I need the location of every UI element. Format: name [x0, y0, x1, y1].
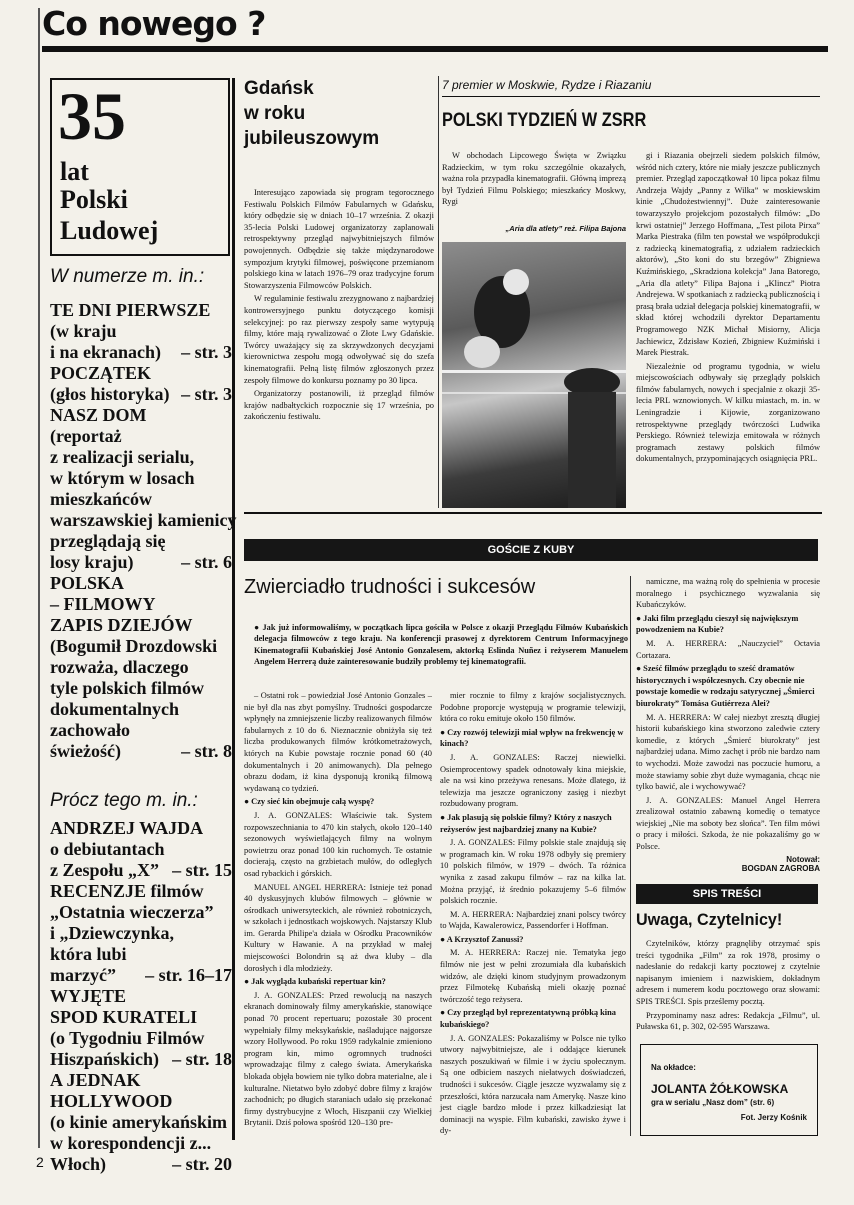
toc-line: [50, 678, 232, 699]
kuba-column-1: [244, 690, 432, 1131]
interview-answer: J. A. GONZALES: Filmy polskie stale znajdują się w programach kin. W roku 1978 odbyły się premiery 10 polskich filmów, w 1979 – dwóch. Ta różnica wynika z zasad zakupu filmów – raz na kilka lat. Można przyjąć, iż średnio pokazujemy 5–6 filmów polskich rocznie.: [440, 838, 626, 906]
toc-line-text: – FILMOWY: [50, 594, 156, 614]
interview-answer: M. A. HERRERA: Raczej nie. Tematyka jego filmów nie jest w pełni zrozumiała dla kubańskich widzów, ale dzięki kinom studyjnym prowadzonym przez Filmotekę Kubańską mieli okazję poznać twórczość tego reżysera.: [440, 948, 626, 1004]
interview-answer: – Ostatni rok – powiedział José Antonio Gonzales – nie był dla nas zbyt pomyślny. Trudności gospodarcze wpłynęły na zmniejszenie liczby realizowanych filmów fabularnych z 10 do 6. Nieznacznie obniżyła się też liczba produkowanych filmów krótkometrażowych, których na Kubie powstaje rocznie ponad 60 (40 dokumentalnych i 20 animowanych). Dla pełnego obrazu dodam, iż kina dysponują kroniką filmową wydawaną co tydzień.: [244, 691, 432, 793]
zsrr-kicker: 7 premier w Moskwie, Rydze i Riazaniu: [442, 78, 652, 92]
spis-body: [636, 938, 820, 1035]
toc-line-text: rozważa, dlaczego: [50, 657, 189, 677]
toc-line-text: (w kraju: [50, 321, 117, 341]
toc-heading-2: Prócz tego m. in.:: [50, 790, 198, 811]
toc-line: [50, 1007, 232, 1028]
toc-line-text: z Zespołu „X”: [50, 860, 160, 880]
toc-line-text: WYJĘTE: [50, 986, 127, 1006]
toc-line: [50, 531, 232, 552]
toc-line-text: tyle polskich filmów: [50, 678, 205, 698]
zsrr-kicker-rule: [442, 96, 820, 97]
cover-box: [640, 1044, 818, 1136]
toc-line-text: o debiutantach: [50, 839, 165, 859]
kuba-title: Zwierciadło trudności i sukcesów: [244, 576, 536, 598]
kuba-lead: ● Jak już informowaliśmy, w początkach lipca gościła w Polsce z okazji Przeglądu Filmów Kubańskich delegacja filmowców z tego kraju. Na konferencji prasowej z dyrektorem Centrum Informacyjnego Kinematografii Kubańskiej José Antonio Gonzalesem, aktorką Eslinda Nuñez i reżyserem Manuelem Angelem Herrerą duże zainteresowanie budziły problemy tej kinematografii.: [254, 622, 628, 667]
kuba-column-3: [636, 576, 820, 853]
toc-line: [50, 657, 232, 678]
toc-line-text: POCZĄTEK: [50, 363, 152, 383]
cover-role: gra w serialu „Nasz dom” (str. 6): [651, 1098, 775, 1107]
gdansk-paragraph: Organizatorzy postanowili, iż przegląd filmów krajów nadbałtyckich rozpocznie się 17 września, po zakończeniu festiwalu.: [244, 389, 434, 422]
interview-answer: M. A. HERRERA: Najbardziej znani polscy twórcy to Wajda, Kawalerowicz, Passendorfer i Hoffman.: [440, 909, 626, 931]
cover-photo-credit: Fot. Jerzy Kośnik: [740, 1113, 807, 1122]
interview-answer: J. A. GONZALES: Właściwie tak. System rozpowszechniania to 470 kin stałych, około 120–140 sezonowych wyświetlających filmy na wolnym powietrzu oraz ponad 100 kin ruchomych. Te ostatnie docierają, często na grzbietach mułów, do odległych osad rybackich i górskich.: [244, 810, 432, 878]
toc-line-text: POLSKA: [50, 573, 125, 593]
anniversary-line2: Polski: [60, 185, 128, 214]
toc-page-ref: – str. 16–17: [145, 965, 232, 985]
gdansk-paragraph: Interesująco zapowiada się program tegorocznego Festiwalu Polskich Filmów Fabularnych w Gdańsku, który odbędzie się w dniach 10–17 września. Z okazji 35-lecia Polski Ludowej organizatorzy zaplanowali retrospektywny przegląd najwybitniejszych filmów powojennych. Odbędzie się także międzynarodowe sympozjum krytyki filmowej, poświęcone przemianom polskiego kina w latach 1976–79 oraz tradycyjne forum Stowarzyszenia Filmowców Polskich.: [244, 188, 434, 290]
toc-line: [50, 1112, 232, 1133]
zsrr-film-still-photo: [442, 242, 626, 508]
toc-line-text: RECENZJE filmów: [50, 881, 204, 901]
toc-line-text: w którym w losach: [50, 468, 195, 488]
toc-line: [50, 321, 232, 342]
toc-line: [50, 881, 232, 902]
gdansk-title-2: w roku: [244, 103, 306, 124]
interview-question: ● Czy rozwój telewizji miał wpływ na frekwencję w kinach?: [440, 727, 626, 750]
toc-line: [50, 594, 232, 615]
toc-line: [50, 720, 232, 741]
interview-question: ● Sześć filmów przeglądu to sześć dramatów historycznych i współczesnych. Czy obecnie nie powstaje komedie w rodzaju satyrycznej „Śmierci biurokraty” Tomása Gutiérreza Alei?: [636, 663, 820, 709]
toc-page-ref: – str. 3: [181, 384, 232, 404]
toc-line: [50, 489, 232, 510]
toc-line-text: przeglądają się: [50, 531, 166, 551]
toc-line-text: NASZ DOM: [50, 405, 147, 425]
zsrr-lead: W obchodach Lipcowego Święta w Związku Radzieckim, w tym roku szczególnie okazałych, ważna rola przypadła kinematografii. Główną imprezą był Tydzień Filmu Polskiego; mieszkańcy Moskwy, Rygi: [442, 151, 626, 207]
kuba-column-2: [440, 690, 626, 1139]
toc-line: [50, 839, 232, 860]
toc-line-text: która lubi: [50, 944, 127, 964]
page-number: 2: [36, 1154, 44, 1170]
masthead-rule: [42, 46, 828, 52]
interview-answer: M. A. HERRERA: „Nauczyciel” Octavia Cortazara.: [636, 638, 820, 660]
toc-line: [50, 1154, 232, 1175]
toc-line: [50, 510, 237, 531]
spis-header: SPIS TREŚCI: [636, 884, 818, 904]
interview-question: ● A Krzysztof Zanussi?: [440, 934, 626, 946]
toc-line: [50, 615, 232, 636]
toc-line-text: mieszkańców: [50, 489, 152, 509]
kuba-note-author: BOGDAN ZAGROBA: [741, 863, 820, 873]
interview-answer: mier rocznie to filmy z krajów socjalistycznych. Podobne proporcje występują w programie telewizji, która co roku emituje około 150 filmów.: [440, 691, 626, 724]
toc-line: [50, 818, 232, 839]
toc-list-1: [50, 300, 237, 762]
kuba-column-3-wrap: [636, 576, 820, 873]
toc-line-text: w korespondencji z...: [50, 1133, 212, 1153]
toc-line-text: dokumentalnych: [50, 699, 180, 719]
toc-line: [50, 1091, 232, 1112]
toc-line-text: warszawskiej kamienicy: [50, 510, 237, 530]
anniversary-line1: lat: [60, 157, 89, 186]
toc-line: [50, 902, 232, 923]
toc-line-text: ANDRZEJ WAJDA: [50, 818, 204, 838]
kuba-section-header: GOŚCIE Z KUBY: [244, 539, 818, 561]
toc-line: [50, 1028, 232, 1049]
toc-line: [50, 405, 232, 426]
kuba-note-label: Notował:: [786, 854, 820, 864]
toc-line-text: (głos historyka): [50, 384, 170, 404]
interview-answer: M. A. HERRERA: W całej niezbyt zresztą długiej historii kubańskiego kina stworzono zaledwie cztery komedie, z których „Śmierć biurokraty” jest najbardziej udana. Mimo zachęt i prób nie bardzo nam to wychodzi. Może zawodzi nas poczucie humoru, a może stawiamy sobie zbyt duże wymagania, chcąc nie tylko bawić, ale i wychowywać?: [636, 712, 820, 792]
zsrr-title: POLSKI TYDZIEŃ W ZSRR: [442, 110, 647, 131]
toc-line: [50, 986, 232, 1007]
gdansk-title-3: jubileuszowym: [244, 128, 380, 149]
toc-line-text: TE DNI PIERWSZE: [50, 300, 211, 320]
toc-line: [50, 923, 232, 944]
spis-paragraph: Czytelników, którzy pragnęliby otrzymać spis treści tygodnika „Film” za rok 1978, prosimy o nadesłanie do redakcji karty pocztowej z czytelnie napisanym imieniem i nazwiskiem, dokładnym adresem i numerem kodu pocztowego oraz słowami: SPIS TREŚCI. Spis prześlemy pocztą.: [636, 939, 820, 1006]
toc-line: [50, 426, 232, 447]
interview-answer: MANUEL ANGEL HERRERA: Istnieje też ponad 40 dyskusyjnych klubów filmowych – głównie w ośrodkach uniwersyteckich, ale również robotniczych, w szkołach i jednostkach wojskowych. Najstarszy Klub im. Gerarda Philipe'a działa w Ośrodku Pracowników Kultury w Hawanie. A na przykład w małej miejscowości Bolondrin są aż dwa kluby – dla dorosłych i dla młodzieży.: [244, 882, 432, 973]
kuba-col-rule: [630, 576, 631, 1136]
interview-question: ● Czy sieć kin obejmuje całą wyspę?: [244, 796, 432, 808]
toc-line-text: i „Dziewczynka,: [50, 923, 174, 943]
toc-line: [50, 552, 232, 573]
cover-label: Na okładce:: [651, 1063, 696, 1072]
toc-line-text: HOLLYWOOD: [50, 1091, 173, 1111]
toc-line-text: (o kinie amerykańskim: [50, 1112, 228, 1132]
toc-line: [50, 1049, 232, 1070]
gdansk-article: [244, 76, 434, 425]
toc-line-text: świeżość): [50, 741, 121, 761]
zsrr-paragraph: Niezależnie od programu tygodnia, w wielu miejscowościach odbywały się przeglądy polskich filmów fabularnych, nowych i specjalnie z okazji 35-lecia PRL wznowionych. W kilku miastach, m. in. w Leningradzie i Kijowie, zorganizowano retrospektywne przeglądy twórczości Ludwika Perskiego. Również telewizja emitowała w różnych programach zestawy polskich filmów dokumentalnych, przypominających osiągnięcia PRL.: [636, 361, 820, 464]
toc-list-2: [50, 818, 232, 1175]
toc-line-text: losy kraju): [50, 552, 134, 572]
toc-line: [50, 384, 232, 405]
interview-answer: J. A. GONZALES: Manuel Angel Herrera zrealizował ostatnio zabawną komedię o tematyce wiejskiej „Nie ma soboty bez słońca”. Ten film mówi o pracy i miłości. Szkoda, że nie pokazaliśmy go w Polsce.: [636, 795, 820, 852]
anniversary-line3: Ludowej: [60, 216, 159, 245]
toc-line-text: „Ostatnia wieczerza”: [50, 902, 214, 922]
interview-answer: J. A. GONZALES: Przed rewolucją na naszych ekranach dominowały filmy amerykańskie, stanowiące ponad 70 procent repertuaru; pozostałe 30 procent wypełniały filmy meksykańskie, naśladujące najgorsze wzory Hollywood. Po roku 1959 radykalnie zmieniono program kin, mimo ogromnych trudności wprowadzając filmy z całego świata. Amerykańska blokada objęła bowiem nie tylko dobra materialne, ale i kulturalne. Nietatwo było zdobyć dobre filmy z krajów zachodnich; po długich staraniach udało się przekonać firmy dystrybucyjne z Włoch, Hiszpanii czy Wielkiej Brytanii. Dziś połowa spośród 120–130 pre-: [244, 990, 432, 1128]
masthead-title: Co nowego ?: [42, 4, 266, 43]
toc-line-text: (reportaż: [50, 426, 122, 446]
toc-page-ref: – str. 15: [172, 860, 232, 880]
toc-line-text: zachowało: [50, 720, 130, 740]
interview-answer: J. A. GONZALES: Raczej niewielki. Osiemprocentowy spadek odnotowały kina miejskie, ale na wsi kino przeżywa renesans. Może dlatego, iż telewizja ma jeszcze ograniczony zasięg i niezbyt rozbudowany program.: [440, 752, 626, 809]
anniversary-box: [50, 78, 230, 256]
anniversary-number: 35: [58, 78, 126, 154]
gdansk-body: [244, 187, 434, 423]
toc-page-ref: – str. 8: [181, 741, 232, 761]
toc-line: [50, 741, 232, 762]
toc-line: [50, 965, 232, 986]
toc-line-text: Hiszpańskich): [50, 1049, 160, 1069]
zsrr-body: [636, 150, 820, 467]
spis-paragraph: Przypominamy nasz adres: Redakcja „Filmu”, ul. Puławska 61, p. 302, 02-595 Warszawa.: [636, 1010, 820, 1032]
toc-line: [50, 342, 232, 363]
zsrr-paragraph: gi i Riazania obejrzeli siedem polskich filmów, wśród nich cztery, które nie miały jeszcze publicznych premier. Przegląd zapoczątkował 10 lipca pokaz filmu Andrzeja Wajdy „Panny z Wilka” w moskiewskim kinie „Chudożestwiennyj”. Duże zainteresowanie towarzyszyło projekcjom pozostałych filmów: „Do krwi ostatniej” Jerzego Hoffmana, „Test pilota Pirxa” Marka Piestraka (film ten powstał we współprodukcji z radziecką kinematografią, z udziałem radzieckich aktorów), „Sto koni do stu brzegów” Zbigniewa Kuźmińskiego, „Skradziona kolekcja” Jana Batorego, „Aria dla atlety” Filipa Bajona i „Klincz” Piotra Andrejewa. W spotkaniach z radziecką publicznością i prasą brała udział delegacja polskiej kinematografii, w skład której wchodzili dyrektor Departamentu Programowego NZK Michał Misiorny, Alicja Jachiewicz, Zdzisław Kozień, Zbigniew Kuźmiński i Marek Piestrak.: [636, 151, 820, 358]
toc-line: [50, 699, 232, 720]
left-margin-line: [38, 8, 40, 1148]
kuba-top-rule: [244, 512, 822, 514]
toc-line: [50, 468, 232, 489]
toc-right-rule: [232, 78, 235, 1140]
toc-line-text: A JEDNAK: [50, 1070, 141, 1090]
toc-page-ref: – str. 3: [181, 342, 232, 362]
toc-line-text: marzyć”: [50, 965, 116, 985]
gdansk-paragraph: W regulaminie festiwalu zrezygnowano z najbardziej kontrowersyjnego punktu dotyczącego komisji selekcyjnej: po raz pierwszy zespoły same wytypują filmy, które mają rywalizować o Złote Lwy Gdańskie. Twórcy uważający się za skrzywdzonych decyzjami kierownictwa zespołu mogą odwoływać się do szefa kinematografii. Pełną listę filmów zgłoszonych przez zespoły filmowe do konkursu poznamy po 30 lipca.: [244, 294, 434, 385]
toc-line: [50, 860, 232, 881]
toc-line: [50, 573, 232, 594]
toc-line: [50, 300, 232, 321]
gdansk-title-1: Gdańsk: [244, 78, 314, 99]
toc-line-text: z realizacji serialu,: [50, 447, 195, 467]
toc-page-ref: – str. 18: [172, 1049, 232, 1069]
toc-line: [50, 1133, 232, 1154]
interview-answer: namiczne, ma ważną rolę do spełnienia w procesie moralnego i psychicznego wyzwalania się Kubańczyków.: [636, 577, 820, 610]
spis-title: Uwaga, Czytelnicy!: [636, 910, 783, 929]
interview-answer: J. A. GONZALES: Pokazaliśmy w Polsce nie tylko utwory najwybitniejsze, ale i oddające kierunek naszych poszukiwań w filmie i w życiu społecznym. Są one odbiciem naszych niełatwych doświadczeń, trudności i sukcesów. Ciągle jeszcze wyzwalamy się z przeszłości, która narzucała nam Amerykę. Nasze kino jest ciągle bardzo młode i przez kilkadziesiąt lat dominacji na wyspie. Film kubański, zawisko żywe i dy-: [440, 1033, 626, 1136]
toc-line-text: (o Tygodniu Filmów: [50, 1028, 205, 1048]
toc-line: [50, 944, 232, 965]
interview-question: ● Jaki film przeglądu cieszył się największym powodzeniem na Kubie?: [636, 613, 820, 636]
kuba-lead-block: [254, 620, 628, 669]
interview-question: ● Jak plasują się polskie filmy? Który z naszych reżyserów jest najbardziej znany na Kubie?: [440, 812, 626, 835]
toc-page-ref: – str. 20: [172, 1154, 232, 1174]
zsrr-photo-caption: „Aria dla atlety” reż. Filipa Bajona: [505, 224, 626, 233]
toc-line: [50, 636, 232, 657]
toc-line-text: Włoch): [50, 1154, 106, 1174]
toc-line-text: (Bogumił Drozdowski: [50, 636, 218, 656]
toc-line-text: SPOD KURATELI: [50, 1007, 198, 1027]
zsrr-lead-text: [442, 150, 626, 210]
toc-line: [50, 363, 232, 384]
interview-question: ● Czy przegląd był reprezentatywną próbką kina kubańskiego?: [440, 1007, 626, 1030]
toc-line-text: i na ekranach): [50, 342, 162, 362]
cover-name: JOLANTA ŻÓŁKOWSKA: [651, 1082, 789, 1096]
toc-line: [50, 1070, 232, 1091]
toc-line-text: ZAPIS DZIEJÓW: [50, 615, 193, 635]
toc-heading-1: W numerze m. in.:: [50, 266, 205, 287]
toc-line: [50, 447, 232, 468]
toc-page-ref: – str. 6: [181, 552, 232, 572]
gdansk-rule: [438, 76, 439, 508]
boxing-scene-image: [442, 242, 626, 508]
interview-question: ● Jak wygląda kubański repertuar kin?: [244, 976, 432, 988]
